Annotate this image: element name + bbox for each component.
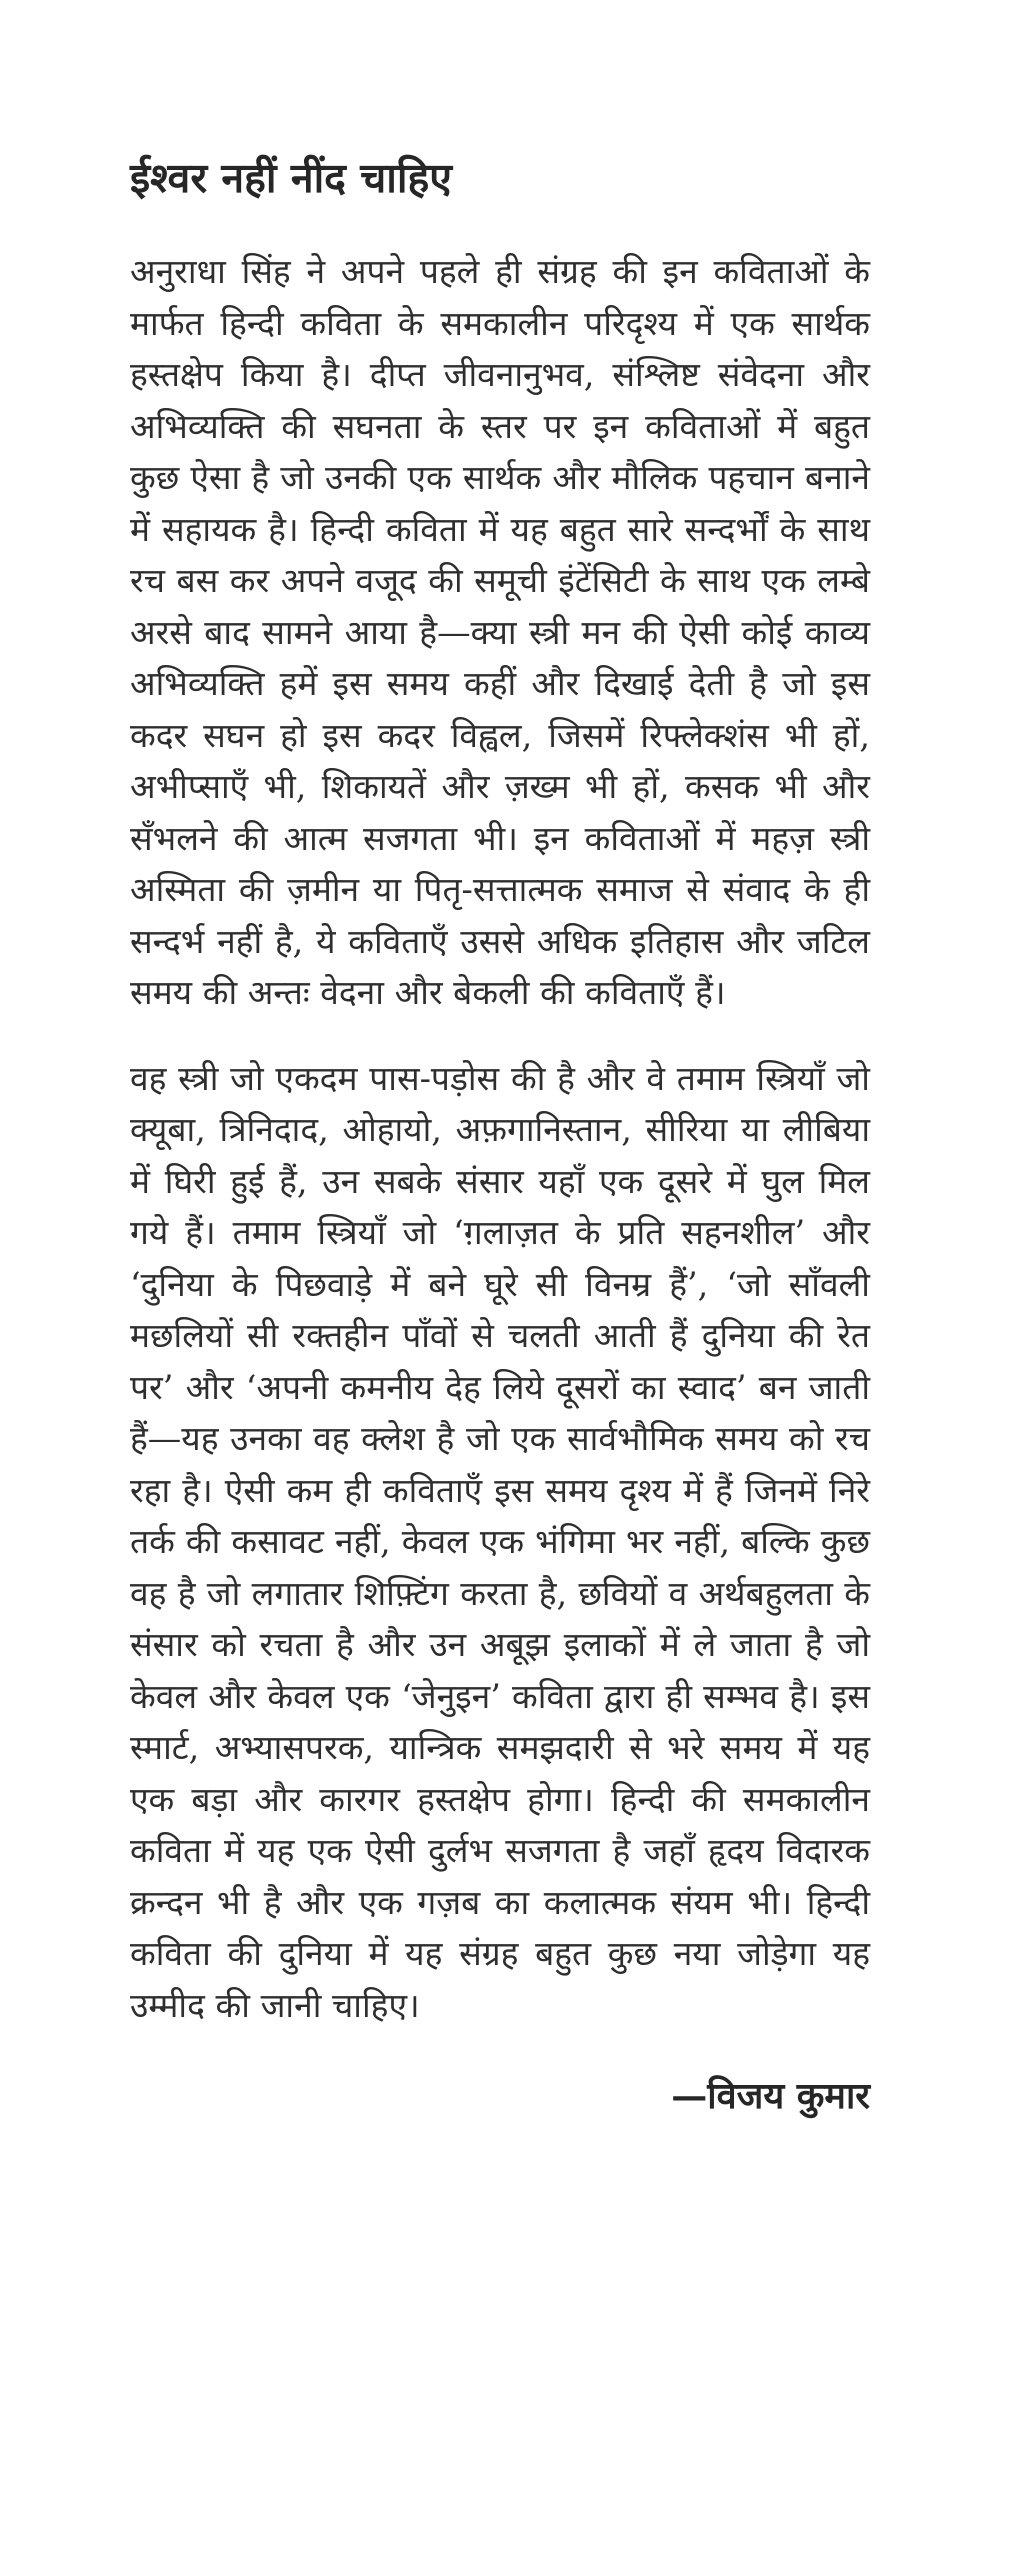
paragraph-1: अनुराधा सिंह ने अपने पहले ही संग्रह की इन कविताओं के मार्फत हिन्दी कविता के समकालीन परिदृश्य में एक सार्थक हस्तक्षेप किया है। दीप्त जीवनानुभव, संश्लिष्ट संवेदना और अभिव्यक्ति की सघनता के स्तर पर इन कविताओं में बहुत कुछ ऐसा है जो उनकी एक सार्थक और मौलिक पहचान बनाने में सहायक है। हिन्दी कविता में यह बहुत सारे सन्दर्भों के साथ रच बस कर अपने वजूद की समूची इंटेंसिटी के साथ एक लम्बे अरसे बाद सामने आया है—क्या स्त्री मन की ऐसी कोई काव्य अभिव्यक्ति हमें इस समय कहीं और दिखाई देती है जो इस कदर सघन हो इस कदर विह्वल, जिसमें रिफ्लेक्शंस भी हों, अभीप्साएँ भी, शिकायतें और ज़ख्म भी हों, कसक भी और सँभलने की आत्म सजगता भी। इन कविताओं में महज़ स्त्री अस्मिता की ज़मीन या पितृ-सत्तात्मक समाज से संवाद के ही सन्दर्भ नहीं है, ये कविताएँ उससे अधिक इतिहास और जटिल समय की अन्तः वेदना और बेकली की कविताएँ हैं। <box>130 252 870 1012</box>
page-title: ईश्वर नहीं नींद चाहिए <box>130 154 452 202</box>
paragraph-2: वह स्त्री जो एकदम पास-पड़ोस की है और वे तमाम स्त्रियाँ जो क्यूबा, त्रिनिदाद, ओहायो, अफ़गानिस्तान, सीरिया या लीबिया में घिरी हुई हैं, उन सबके संसार यहाँ एक दूसरे में घुल मिल गये हैं। तमाम स्त्रियाँ जो ‘ग़लाज़त के प्रति सहनशील’ और ‘दुनिया के पिछवाड़े में बने घूरे सी विनम्र हैं’, ‘जो साँवली मछलियों सी रक्तहीन पाँवों से चलती आती हैं दुनिया की रेत पर’ और ‘अपनी कमनीय देह लिये दूसरों का स्वाद’ बन जाती हैं—यह उनका वह क्लेश है जो एक सार्वभौमिक समय को रच रहा है। ऐसी कम ही कविताएँ इस समय दृश्य में हैं जिनमें निरे तर्क की कसावट नहीं, केवल एक भंगिमा भर नहीं, बल्कि कुछ वह है जो लगातार शिफ़्टिंग करता है, छवियों व अर्थबहुलता के संसार को रचता है और उन अबूझ इलाकों में ले जाता है जो केवल और केवल एक ‘जेनुइन’ कविता द्वारा ही सम्भव है। इस स्मार्ट, अभ्यासपरक, यान्त्रिक समझदारी से भरे समय में यह एक बड़ा और कारगर हस्तक्षेप होगा। हिन्दी की समकालीन कविता में यह एक ऐसी दुर्लभ सजगता है जहाँ हृदय विदारक क्रन्दन भी है और एक गज़ब का कलात्मक संयम भी। हिन्दी कविता की दुनिया में यह संग्रह बहुत कुछ नया जोड़ेगा यह उम्मीद की जानी चाहिए। <box>130 1058 870 2025</box>
author-signature: —विजय कुमार <box>671 2075 870 2117</box>
page <box>130 150 870 2121</box>
